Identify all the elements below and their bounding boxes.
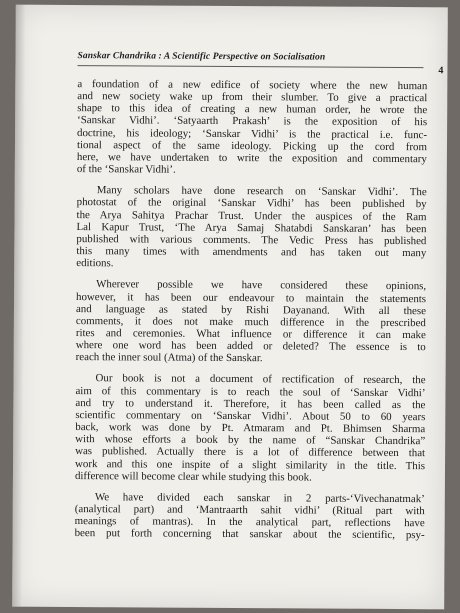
text-line: reach the inner soul (Atma) of the Sanskar. bbox=[75, 351, 263, 365]
text-line: difference will become clear while studying this book. bbox=[74, 469, 312, 484]
text-line: doctrine, his ideology; ‘Sanskar Vidhi’ is the practical i.e. func- bbox=[77, 126, 428, 141]
page-gutter-shadow bbox=[12, 5, 26, 607]
paragraph bbox=[76, 278, 427, 365]
text-line: been put forth concerning that sanskar about the scientific, psy- bbox=[74, 527, 425, 542]
text-line: We have divided each sanskar in 2 parts-‘Vivechanatmak’ bbox=[94, 491, 425, 506]
text-line: and try to understand it. Therefore, it has been called as the bbox=[75, 396, 426, 411]
book-page bbox=[12, 5, 448, 610]
text-line: published with various comments. The Vedic Press has published bbox=[76, 232, 427, 248]
text-line: of the ‘Sanskar Vidhi’. bbox=[76, 163, 176, 176]
paragraph bbox=[75, 491, 425, 542]
text-line: editions. bbox=[76, 257, 114, 270]
text-line: with whose efforts a book by the name of “Sanskar Chandrika” bbox=[75, 433, 426, 448]
text-line: Wherever possible we have considered these opinions, bbox=[96, 278, 427, 293]
paragraph bbox=[77, 78, 428, 177]
text-line: shape to this idea of creating a new human order, he wrote the bbox=[77, 102, 428, 117]
text-line: Our book is not a document of rectification of research, the bbox=[95, 372, 426, 387]
text-line: Many scholars have done research on ‘Sanskar Vidhi’. The bbox=[96, 184, 427, 199]
text-line: this many times with amendments and has taken out many bbox=[76, 245, 427, 260]
text-line: back, work was done by Pt. Atmaram and Pt. Bhimsen Sharma bbox=[75, 421, 426, 436]
page-number: 4 bbox=[438, 65, 444, 77]
text-line: the Arya Sahitya Prachar Trust. Under the auspices of the Ram bbox=[76, 208, 427, 223]
text-line: and language as stated by Rishi Dayanand. With all these bbox=[75, 302, 427, 317]
running-head: Sanskar Chandrika : A Scientific Perspective on Socialisation bbox=[77, 51, 326, 63]
text-line: Lal Kapur Trust, ‘The Arya Samaj Shatabdi Sanskaran’ has been bbox=[76, 220, 427, 235]
text-line: photostat of the original ‘Sanskar Vidhi’ has been published by bbox=[76, 196, 427, 211]
body-text bbox=[75, 78, 428, 542]
text-line: scientific commentary on ‘Sanskar Vidhi’. About 50 to 60 years bbox=[75, 408, 426, 424]
text-line: (analytical part) and ‘Mantraarth sahit vidhi’ (Ritual part with bbox=[74, 503, 425, 518]
text-line: ‘Sanskar Vidhi’. ‘Satyaarth Prakash’ is the exposition of his bbox=[77, 114, 428, 129]
text-line: was published. Actually there is a lot of difference between that bbox=[75, 445, 426, 460]
header-rule bbox=[77, 65, 423, 68]
paragraph bbox=[76, 184, 427, 271]
text-line: meanings of mantras). In the analytical part, reflections have bbox=[74, 515, 425, 530]
text-line: however, it has been our endeavour to maintain the statements bbox=[76, 290, 427, 305]
text-line: tional aspect of the same ideology. Picking up the cord from bbox=[76, 138, 428, 153]
text-line: rites and ceremonies. What influence or difference it can make bbox=[75, 327, 426, 342]
text-line: here, we have undertaken to write the exposition and commentary bbox=[76, 150, 427, 166]
text-line: and new society wake up from their slumber. To give a practical bbox=[77, 90, 428, 105]
paragraph bbox=[75, 372, 426, 484]
text-line: aim of this commentary is to reach the soul of ‘Sanskar Vidhi’ bbox=[75, 384, 426, 399]
text-line: comments, it does not make much difference in the prescribed bbox=[75, 314, 426, 330]
text-line: a foundation of a new edifice of society where the new human bbox=[77, 78, 428, 93]
text-line: where one word has been added or deleted? The essence is to bbox=[75, 339, 426, 354]
text-line: work and this one inspite of a slight similarity in the title. This bbox=[75, 457, 426, 472]
